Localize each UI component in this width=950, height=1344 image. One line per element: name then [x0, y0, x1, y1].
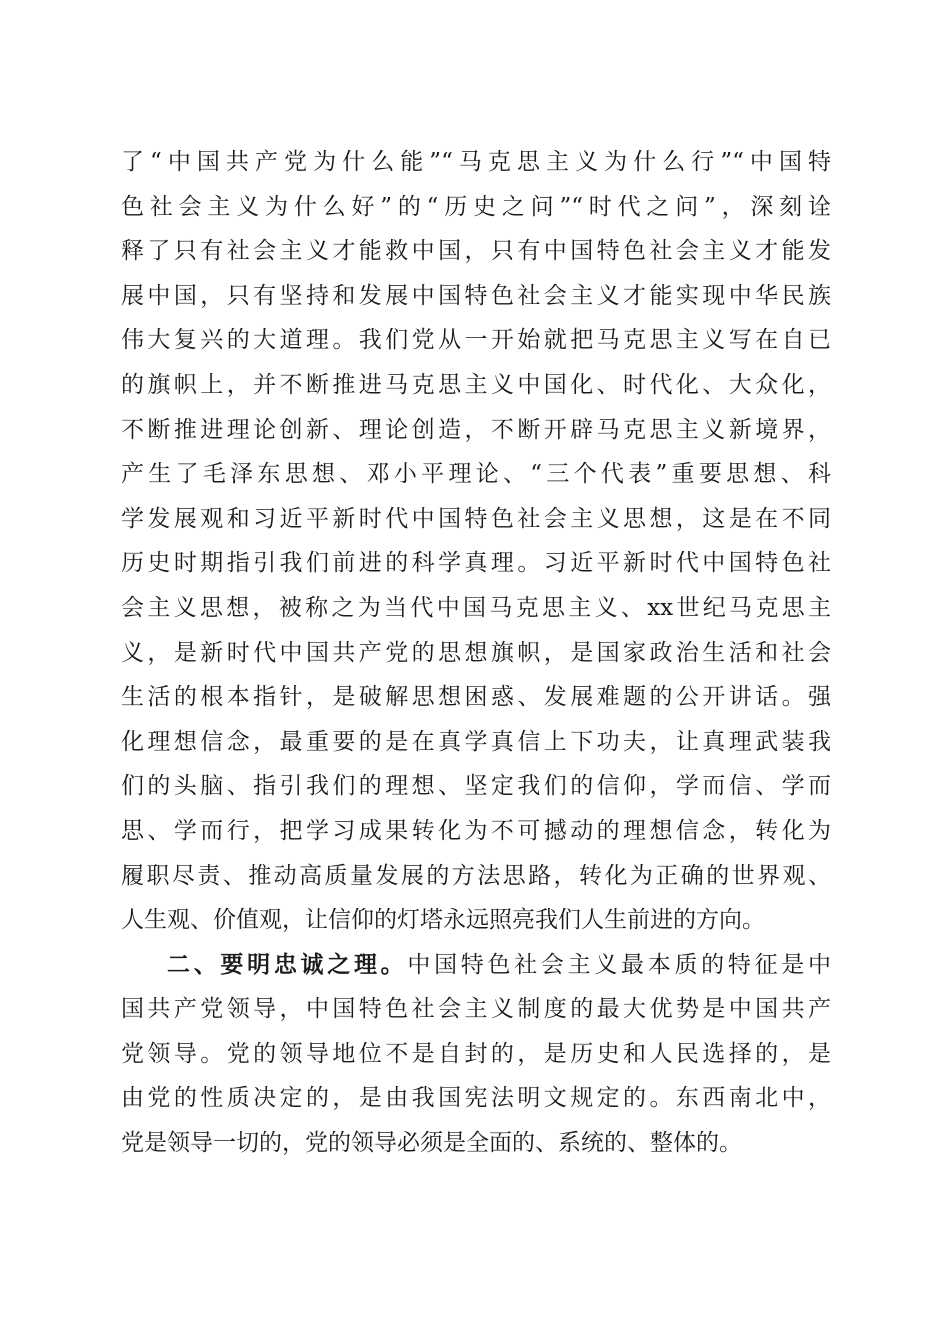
- text-line: 会主义思想，被称之为当代中国马克思主义、xx世纪马克思主: [121, 594, 831, 621]
- text-line: 生活的根本指针，是破解思想困惑、发展难题的公开讲话。强: [121, 684, 831, 711]
- paragraph-2: [121, 943, 831, 1166]
- text-line: 伟大复兴的大道理。我们党从一开始就把马克思主义写在自已: [121, 327, 831, 354]
- text-line: 履职尽责、推动高质量发展的方法思路，转化为正确的世界观、: [121, 862, 831, 889]
- text-line: 国共产党领导，中国特色社会主义制度的最大优势是中国共产: [121, 996, 831, 1023]
- text-line: 化理想信念，最重要的是在真学真信上下功夫，让真理武装我: [121, 728, 831, 755]
- text-span: 中国特色社会主义最本质的特征是中: [407, 951, 831, 978]
- text-line: 党是领导一切的，党的领导必须是全面的、系统的、整体的。: [121, 1130, 742, 1157]
- text-line: 义，是新时代中国共产党的思想旗帜，是国家政治生活和社会: [121, 639, 831, 666]
- paragraph-2-first-line: [121, 943, 831, 988]
- document-body: [121, 140, 831, 1166]
- text-line: 们的头脑、指引我们的理想、坚定我们的信仰，学而信、学而: [121, 773, 831, 800]
- text-line: 释了只有社会主义才能救中国，只有中国特色社会主义才能发: [121, 238, 831, 265]
- paragraph-1: [121, 140, 831, 943]
- text-line: 思、学而行，把学习成果转化为不可撼动的理想信念，转化为: [121, 817, 831, 844]
- text-line: 了“中国共产党为什么能”“马克思主义为什么行”“中国特: [121, 149, 831, 175]
- text-line: 不断推进理论创新、理论创造，不断开辟马克思主义新境界，: [121, 416, 831, 443]
- text-line: 的旗帜上，并不断推进马克思主义中国化、时代化、大众化，: [121, 371, 831, 398]
- text-line: 由党的性质决定的，是由我国宪法明文规定的。东西南北中，: [121, 1085, 831, 1112]
- text-line: 学发展观和习近平新时代中国特色社会主义思想，这是在不同: [121, 505, 831, 532]
- text-line: 党领导。党的领导地位不是自封的，是历史和人民选择的，是: [121, 1040, 831, 1067]
- text-line: 展中国，只有坚持和发展中国特色社会主义才能实现中华民族: [121, 282, 831, 309]
- text-line: 人生观、价值观，让信仰的灯塔永远照亮我们人生前进的方向。: [121, 907, 765, 934]
- text-line: 色社会主义为什么好”的“历史之问”“时代之问”，深刻诠: [121, 193, 831, 220]
- text-line: 产生了毛泽东思想、邓小平理论、“三个代表”重要思想、科: [121, 461, 831, 488]
- section-heading: 二、要明忠诚之理。: [167, 950, 408, 978]
- text-line: 历史时期指引我们前进的科学真理。习近平新时代中国特色社: [121, 550, 831, 577]
